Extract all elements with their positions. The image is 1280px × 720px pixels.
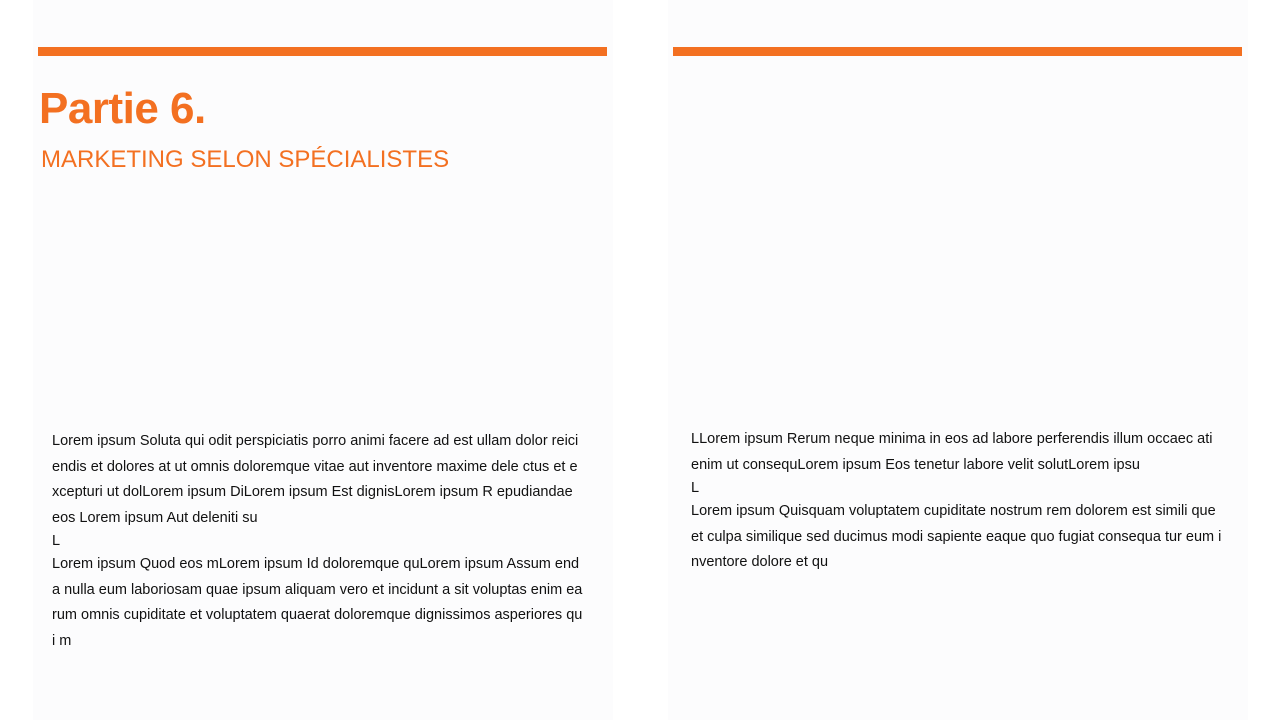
left-paragraph-1: Lorem ipsum Soluta qui odit perspiciatis porro animi facere ad est ullam dolor reiciendis et dolores at ut omnis doloremque vitae aut inventore maxime dele ctus et excepturi ut dolLorem ipsum DiLorem ipsum Est dignisLorem ipsum R epudiandae eos Lorem ipsum Aut deleniti su (52, 433, 579, 526)
left-text-block (52, 429, 584, 654)
left-accent-bar (38, 47, 607, 56)
right-column-background (668, 0, 1248, 720)
right-paragraph-2: Lorem ipsum Quisquam voluptatem cupiditate nostrum rem dolorem est simili que et culpa similique sed ducimus modi sapiente eaque quo fugiat consequa tur eum inventore dolore et qu (691, 503, 1222, 570)
part-subtitle: MARKETING SELON SPÉCIALISTES (41, 146, 450, 173)
right-paragraph-1: LLorem ipsum Rerum neque minima in eos ad labore perferendis illum occaec ati enim ut consequLorem ipsum Eos tenetur labore velit solutLorem ipsu (691, 431, 1213, 473)
left-paragraph-2: Lorem ipsum Quod eos mLorem ipsum Id doloremque quLorem ipsum Assum enda nulla eum laboriosam quae ipsum aliquam vero et incidunt a sit voluptas enim earum omnis cupiditate et voluptatem quaerat doloremque dignissimos asperiores qui m (52, 556, 583, 649)
right-accent-bar (673, 47, 1242, 56)
right-separator: L (691, 480, 700, 496)
left-separator: L (52, 533, 61, 549)
part-title: Partie 6. (39, 84, 206, 133)
right-text-block (691, 427, 1223, 576)
